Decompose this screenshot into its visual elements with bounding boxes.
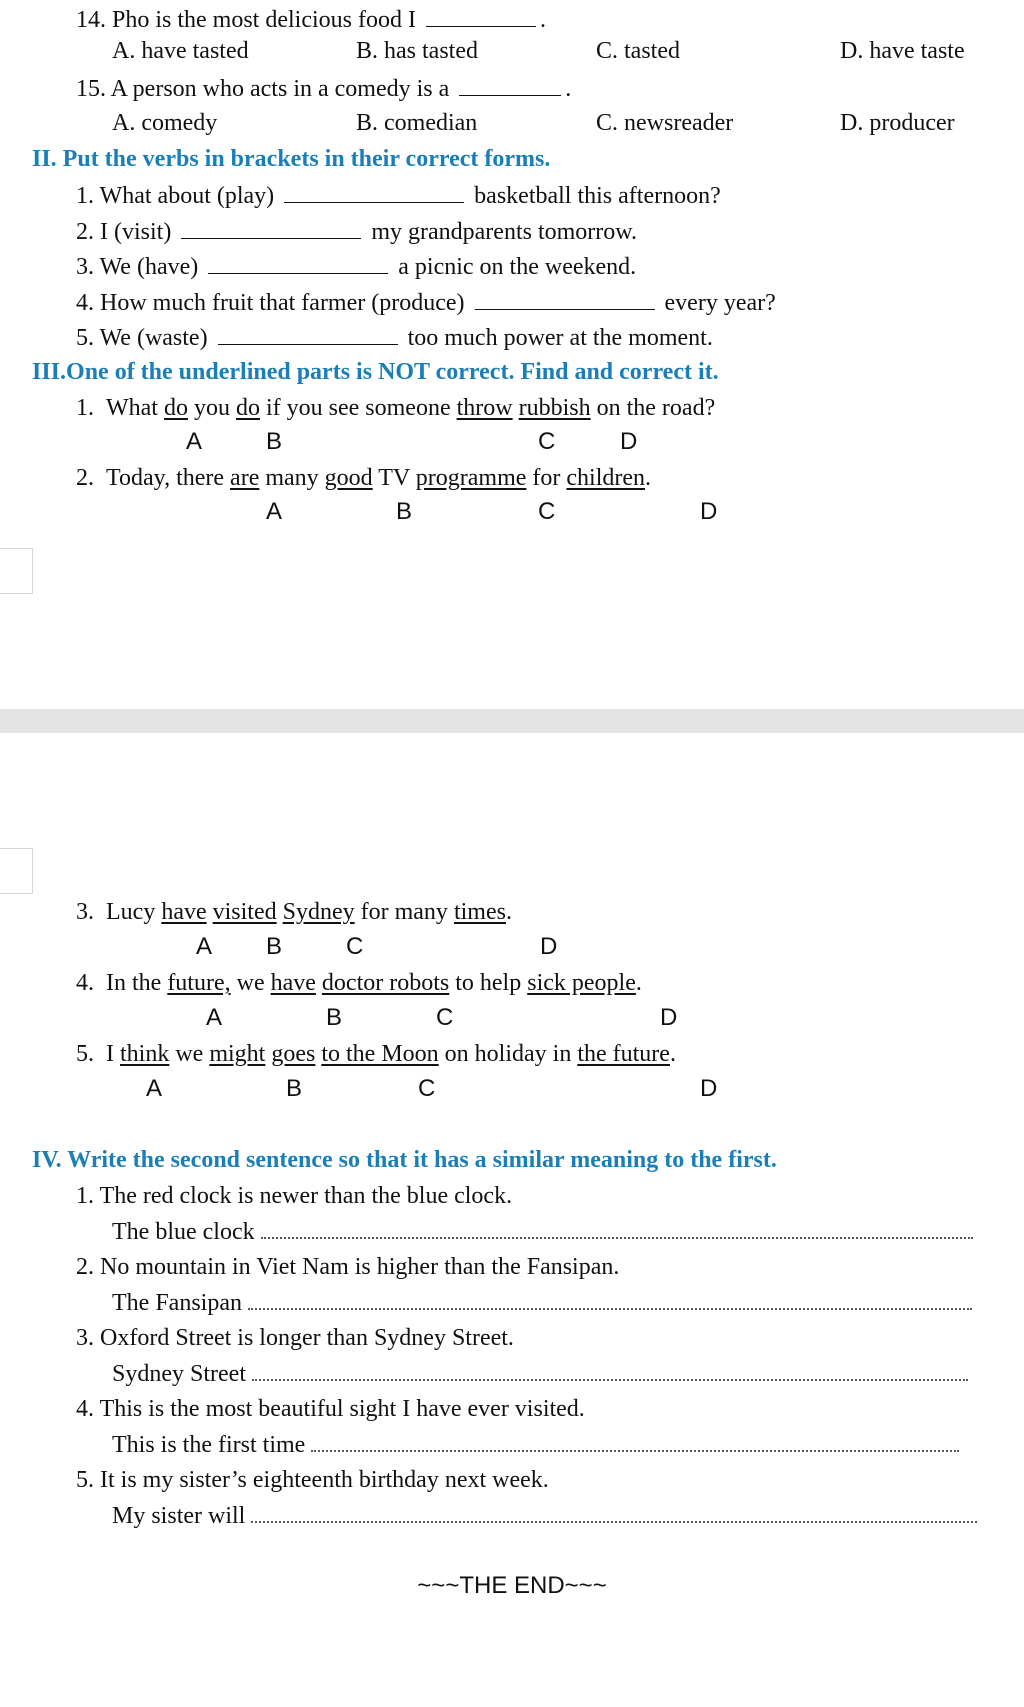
letter-c: C bbox=[538, 428, 556, 455]
option-d[interactable]: D. have taste bbox=[840, 38, 965, 64]
section-4-heading: IV. Write the second sentence so that it has a similar meaning to the first. bbox=[32, 1147, 777, 1173]
rewrite-line-4: This is the first time bbox=[112, 1428, 959, 1460]
letter-b: B bbox=[266, 428, 283, 455]
answer-blank[interactable] bbox=[284, 178, 464, 203]
answer-line[interactable] bbox=[261, 1215, 973, 1239]
letter-c: C bbox=[346, 933, 364, 960]
letter-b: B bbox=[286, 1075, 303, 1102]
rewrite-line-2: The Fansipan bbox=[112, 1286, 972, 1318]
option-a[interactable]: A. comedy bbox=[112, 110, 218, 136]
underlined-option-c[interactable]: to the Moon bbox=[321, 1041, 439, 1067]
the-end-footer: ~~~THE END~~~ bbox=[417, 1572, 607, 1599]
letter-b: B bbox=[266, 933, 283, 960]
answer-blank[interactable] bbox=[181, 214, 361, 239]
rewrite-sentence-5: 5. It is my sister’s eighteenth birthday next week. bbox=[76, 1467, 549, 1493]
option-b[interactable]: B. comedian bbox=[356, 110, 478, 136]
underlined-option-b[interactable]: visited bbox=[212, 899, 277, 925]
underlined-option-b[interactable]: have bbox=[270, 970, 316, 996]
underlined-option-c[interactable]: throw bbox=[456, 395, 513, 421]
option-c[interactable]: C. newsreader bbox=[596, 110, 734, 136]
underlined-option-a[interactable]: future, bbox=[167, 970, 231, 996]
page-margin-mark bbox=[0, 548, 33, 594]
question-15-stem: 15. A person who acts in a comedy is a . bbox=[76, 71, 571, 103]
letter-b: B bbox=[326, 1004, 343, 1031]
rewrite-sentence-3: 3. Oxford Street is longer than Sydney Street. bbox=[76, 1325, 514, 1351]
letter-a: A bbox=[196, 933, 213, 960]
option-c[interactable]: C. tasted bbox=[596, 38, 680, 64]
letter-d: D bbox=[700, 498, 718, 525]
underlined-option-b[interactable]: might bbox=[209, 1041, 266, 1067]
letter-a: A bbox=[146, 1075, 163, 1102]
page-margin-mark bbox=[0, 848, 33, 894]
verb-item-5: 5. We (waste) too much power at the moment. bbox=[76, 320, 713, 352]
rewrite-line-1: The blue clock bbox=[112, 1215, 973, 1247]
answer-blank[interactable] bbox=[218, 320, 398, 345]
option-d[interactable]: D. producer bbox=[840, 110, 955, 136]
letter-a: A bbox=[266, 498, 283, 525]
underlined-option-c[interactable]: Sydney bbox=[282, 899, 355, 925]
underlined-option-d[interactable]: times bbox=[453, 899, 506, 925]
answer-blank[interactable] bbox=[426, 2, 536, 27]
error-sentence-2: 2. Today, there are many good TV programme for children. bbox=[76, 465, 652, 491]
underlined-option-c[interactable]: doctor robots bbox=[321, 970, 450, 996]
answer-blank[interactable] bbox=[208, 249, 388, 274]
letter-b: B bbox=[396, 498, 413, 525]
error-sentence-4: 4. In the future, we have doctor robots to help sick people. bbox=[76, 970, 642, 996]
underlined-option-a[interactable]: do bbox=[163, 395, 188, 421]
underlined-option-b[interactable]: good bbox=[324, 465, 373, 491]
underlined-option-a[interactable]: are bbox=[230, 465, 260, 491]
letter-c: C bbox=[418, 1075, 436, 1102]
letter-d: D bbox=[540, 933, 558, 960]
answer-blank[interactable] bbox=[475, 285, 655, 310]
verb-item-4: 4. How much fruit that farmer (produce) every year? bbox=[76, 285, 776, 317]
underlined-option-d[interactable]: children bbox=[566, 465, 646, 491]
letter-d: D bbox=[700, 1075, 718, 1102]
answer-line[interactable] bbox=[311, 1428, 959, 1452]
error-sentence-1: 1. What do you do if you see someone throw rubbish on the road? bbox=[76, 395, 716, 421]
verb-item-2: 2. I (visit) my grandparents tomorrow. bbox=[76, 214, 637, 246]
underlined-option-d[interactable]: the future bbox=[577, 1041, 670, 1067]
letter-a: A bbox=[186, 428, 203, 455]
answer-line[interactable] bbox=[251, 1499, 977, 1523]
rewrite-sentence-2: 2. No mountain in Viet Nam is higher than the Fansipan. bbox=[76, 1254, 620, 1280]
letter-c: C bbox=[436, 1004, 454, 1031]
letter-d: D bbox=[620, 428, 638, 455]
underlined-option-b2[interactable]: goes bbox=[271, 1041, 316, 1067]
rewrite-sentence-1: 1. The red clock is newer than the blue clock. bbox=[76, 1183, 513, 1209]
letter-a: A bbox=[206, 1004, 223, 1031]
section-3-heading: III.One of the underlined parts is NOT correct. Find and correct it. bbox=[32, 359, 719, 385]
section-2-heading: II. Put the verbs in brackets in their correct forms. bbox=[32, 146, 551, 172]
answer-line[interactable] bbox=[248, 1286, 972, 1310]
rewrite-line-3: Sydney Street bbox=[112, 1357, 968, 1389]
underlined-option-a[interactable]: think bbox=[120, 1041, 170, 1067]
underlined-option-b[interactable]: do bbox=[235, 395, 260, 421]
letter-d: D bbox=[660, 1004, 678, 1031]
letter-c: C bbox=[538, 498, 556, 525]
underlined-option-d[interactable]: rubbish bbox=[518, 395, 591, 421]
rewrite-sentence-4: 4. This is the most beautiful sight I have ever visited. bbox=[76, 1396, 585, 1422]
page-break-band bbox=[0, 709, 1024, 733]
underlined-option-d[interactable]: sick people bbox=[527, 970, 636, 996]
error-sentence-5: 5. I think we might goes to the Moon on holiday in the future. bbox=[76, 1041, 676, 1067]
answer-line[interactable] bbox=[252, 1357, 968, 1381]
rewrite-line-5: My sister will bbox=[112, 1499, 977, 1531]
verb-item-1: 1. What about (play) basketball this afternoon? bbox=[76, 178, 721, 210]
verb-item-3: 3. We (have) a picnic on the weekend. bbox=[76, 249, 636, 281]
option-a[interactable]: A. have tasted bbox=[112, 38, 249, 64]
underlined-option-a[interactable]: have bbox=[161, 899, 207, 925]
answer-blank[interactable] bbox=[459, 71, 561, 96]
question-14-stem: 14. Pho is the most delicious food I . bbox=[76, 2, 546, 34]
error-sentence-3: 3. Lucy have visited Sydney for many times. bbox=[76, 899, 512, 925]
option-b[interactable]: B. has tasted bbox=[356, 38, 478, 64]
underlined-option-c[interactable]: programme bbox=[415, 465, 527, 491]
